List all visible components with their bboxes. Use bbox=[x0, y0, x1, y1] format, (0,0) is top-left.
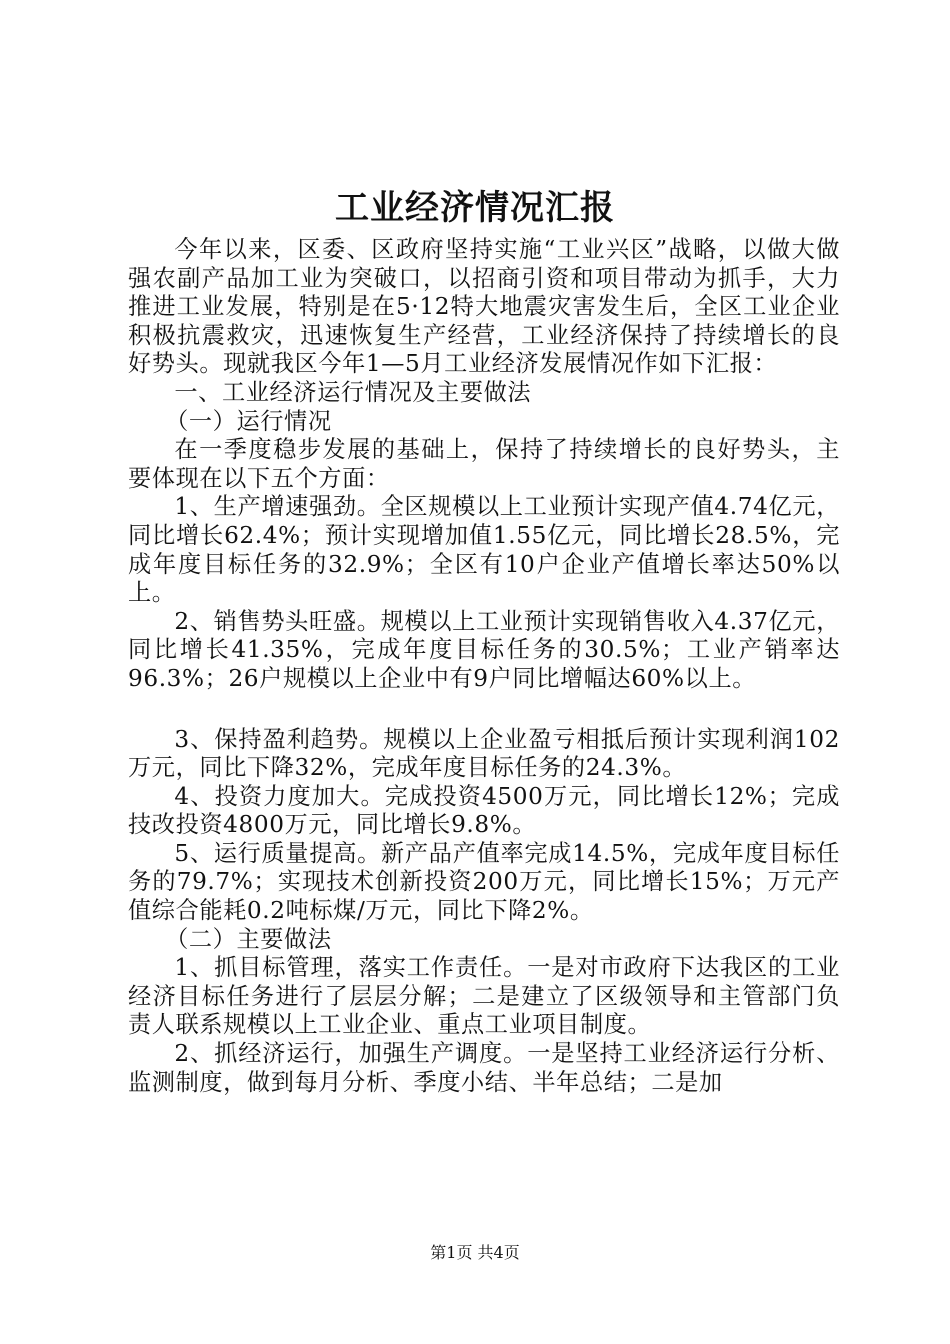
page-footer: 第1页 共4页 bbox=[430, 1243, 520, 1262]
paragraph-item-5: 5、运行质量提高。新产品产值率完成14.5%，完成年度目标任务的79.7%；实现技术创新投资200万元，同比增长15%；万元产值综合能耗0.2吨标煤/万元，同比下降2%。 bbox=[128, 839, 840, 925]
paragraph-item-3: 3、保持盈利趋势。规模以上企业盈亏相抵后预计实现利润102万元，同比下降32%，完成年度目标任务的24.3%。 bbox=[128, 725, 840, 782]
document-body bbox=[128, 236, 840, 1097]
paragraph-overview: 在一季度稳步发展的基础上，保持了持续增长的良好势头，主要体现在以下五个方面： bbox=[128, 436, 840, 492]
paragraph-measure-1: 1、抓目标管理，落实工作责任。一是对市政府下达我区的工业经济目标任务进行了层层分解；二是建立了区级领导和主管部门负责人联系规模以上工业企业、重点工业项目制度。 bbox=[128, 954, 840, 1039]
section-heading-1: 一、工业经济运行情况及主要做法 bbox=[174, 378, 532, 406]
paragraph-item-1: 1、生产增速强劲。全区规模以上工业预计实现产值4.74亿元，同比增长62.4%；预计实现增加值1.55亿元，同比增长28.5%，完成年度目标任务的32.9%；全区有10户企业产值增长率达50%以上。 bbox=[128, 493, 840, 607]
paragraph-item-4: 4、投资力度加大。完成投资4500万元，同比增长12%；完成技改投资4800万元，同比增长9.8%。 bbox=[128, 782, 840, 839]
document-title: 工业经济情况汇报 bbox=[335, 188, 615, 228]
subsection-heading-1: （一）运行情况 bbox=[165, 407, 332, 435]
paragraph-item-2: 2、销售势头旺盛。规模以上工业预计实现销售收入4.37亿元，同比增长41.35%，完成年度目标任务的30.5%；工业产销率达96.3%；26户规模以上企业中有9户同比增幅达60%以上。 bbox=[128, 607, 840, 692]
subsection-heading-2: （二）主要做法 bbox=[165, 925, 332, 953]
paragraph-measure-2: 2、抓经济运行，加强生产调度。一是坚持工业经济运行分析、监测制度，做到每月分析、季度小结、半年总结；二是加 bbox=[128, 1040, 840, 1096]
paragraph-gap bbox=[128, 694, 840, 726]
intro-paragraph: 今年以来，区委、区政府坚持实施“工业兴区”战略，以做大做强农副产品加工业为突破口，以招商引资和项目带动为抓手，大力推进工业发展，特别是在5·12特大地震灾害发生后，全区工业企业积极抗震救灾，迅速恢复生产经营，工业经济保持了持续增长的良好势头。现就我区今年1—5月工业经济发展情况作如下汇报： bbox=[128, 236, 840, 378]
